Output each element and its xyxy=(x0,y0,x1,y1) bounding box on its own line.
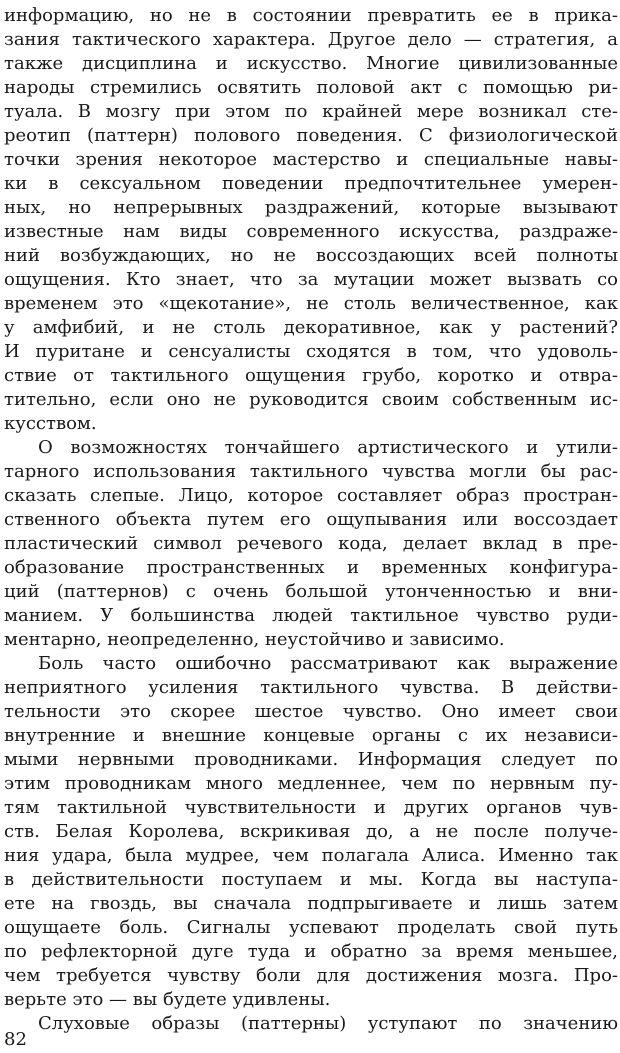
text-line: известные нам виды современного искусства, раздраже- xyxy=(4,221,618,242)
text-line: И пуритане и сенсуалисты сходятся в том, что удоволь- xyxy=(4,341,618,362)
text-line: ощущения. Кто знает, что за мутации может вызвать со xyxy=(4,269,618,290)
text-line: этим проводникам много медленнее, чем по нервным пу- xyxy=(4,773,618,794)
text-line: ния удара, была мудрее, чем полагала Алиса. Именно так xyxy=(4,845,618,866)
text-line: в действительности поступаем и мы. Когда вы наступа- xyxy=(4,869,618,890)
text-line: пластический символ речевого кода, делает вклад в пре- xyxy=(4,533,618,554)
text-line: ций (паттернов) с очень большой утонченностью и вни- xyxy=(4,581,618,602)
text-line: по рефлекторной дуге туда и обратно за время меньшее, xyxy=(4,941,618,962)
text-line: точки зрения некоторое мастерство и специальные навы- xyxy=(4,149,618,170)
text-line: тям тактильной чувствительности и других органов чув- xyxy=(4,797,618,818)
text-line: зания тактического характера. Другое дело — стратегия, а xyxy=(4,29,618,50)
text-line: ств. Белая Королева, вскрикивая до, а не после получе- xyxy=(4,821,618,842)
book-page xyxy=(4,0,618,1052)
text-line: ствие от тактильного ощущения грубо, коротко и отвра- xyxy=(4,365,618,386)
text-line: ощущаете боль. Сигналы успевают проделать свой путь xyxy=(4,917,618,938)
text-line: народы стремились освятить половой акт с помощью ри- xyxy=(4,77,618,98)
paragraph-end-line: верьте это — вы будете удивлены. xyxy=(4,989,331,1010)
text-line: ете на гвоздь, вы сначала подпрыгиваете и лишь затем xyxy=(4,893,618,914)
text-line: временем это «щекотание», не столь величественное, как xyxy=(4,293,618,314)
text-line: тительно, если оно не руководится своим собственным ис- xyxy=(4,389,618,410)
paragraph-end-line: ментарно, неопределенно, неустойчиво и зависимо. xyxy=(4,629,505,650)
text-line: реотип (паттерн) полового поведения. С физиологической xyxy=(4,125,618,146)
paragraph-end-line: кусством. xyxy=(4,413,97,434)
text-line: тарного использования тактильного чувства могли бы рас- xyxy=(4,461,618,482)
text-line: ственного объекта путем его ощупывания или воссоздает xyxy=(4,509,618,530)
text-line: ний возбуждающих, но не воссоздающих всей полноты xyxy=(4,245,618,266)
text-line: у амфибий, и не столь декоративное, как у растений? xyxy=(4,317,618,338)
paragraph-start-line: О возможностях тончайшего артистического и утили- xyxy=(38,437,618,458)
paragraph-start-line: Боль часто ошибочно рассматривают как выражение xyxy=(38,653,618,674)
text-line: ных, но непрерывных раздражений, которые вызывают xyxy=(4,197,618,218)
text-line: информацию, но не в состоянии превратить ее в прика- xyxy=(4,5,618,26)
text-line: тельности это скорее шестое чувство. Оно имеет свои xyxy=(4,701,618,722)
text-line: внутренние и внешние концевые органы с их независи- xyxy=(4,725,618,746)
text-line: ки в сексуальном поведении предпочтительнее умерен- xyxy=(4,173,618,194)
text-line: туала. В мозгу при этом по крайней мере возникал сте- xyxy=(4,101,618,122)
text-line: чем требуется чувству боли для достижения мозга. Про- xyxy=(4,965,618,986)
text-line: мыми нервными проводниками. Информация следует по xyxy=(4,749,618,770)
text-line: образование пространственных и временных конфигура- xyxy=(4,557,618,578)
text-line: сказать слепые. Лицо, которое составляет образ простран- xyxy=(4,485,618,506)
page-number: 82 xyxy=(4,1029,27,1050)
text-line: неприятного усиления тактильного чувства. В действи- xyxy=(4,677,618,698)
paragraph-start-line: Слуховые образы (паттерны) уступают по значению xyxy=(38,1013,618,1034)
text-line: также дисциплина и искусство. Многие цивилизованные xyxy=(4,53,618,74)
text-line: манием. У большинства людей тактильное чувство руди- xyxy=(4,605,618,626)
